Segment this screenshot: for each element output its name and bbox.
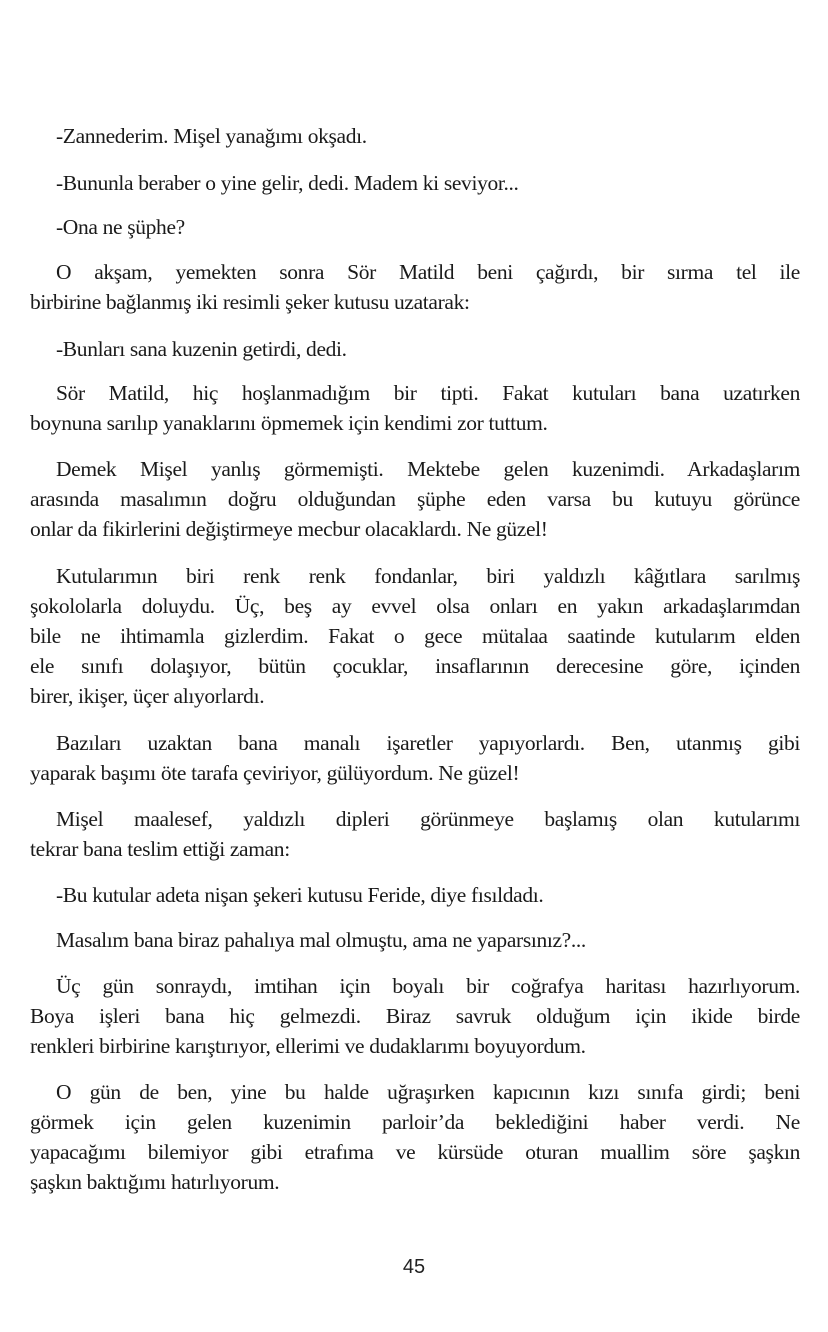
text-line: Kutularımın biri renk renk fondanlar, biri yaldızlı kâğıtlara sarılmış [56,564,800,588]
text-line: -Zannederim. Mişel yanağımı okşadı. [56,124,367,148]
text-line: birer, ikişer, üçer alıyorlardı. [30,684,265,708]
text-line: boynuna sarılıp yanaklarını öpmemek için kendimi zor tuttum. [30,411,548,435]
text-line: görmek için gelen kuzenimin parloir’da beklediğini haber verdi. Ne [30,1110,800,1134]
text-line: şokololarla doluydu. Üç, beş ay evvel olsa onları en yakın arkadaşlarımdan [30,594,800,618]
text-line: Sör Matild, hiç hoşlanmadığım bir tipti. Fakat kutuları bana uzatırken [56,381,800,405]
text-line: Boya işleri bana hiç gelmezdi. Biraz savruk olduğum için ikide birde [30,1004,800,1028]
text-line: yapacağımı bilemiyor gibi etrafıma ve kürsüde oturan muallim söre şaşkın [30,1140,800,1164]
text-line: Demek Mişel yanlış görmemişti. Mektebe gelen kuzenimdi. Arkadaşlarım [56,457,800,481]
text-line: ele sınıfı dolaşıyor, bütün çocuklar, insaflarının derecesine göre, içinden [30,654,800,678]
text-line: -Ona ne şüphe? [56,215,185,239]
text-line: Üç gün sonraydı, imtihan için boyalı bir coğrafya haritası hazırlıyorum. [56,974,800,998]
text-line: Bazıları uzaktan bana manalı işaretler yapıyorlardı. Ben, utanmış gibi [56,731,800,755]
text-line: Mişel maalesef, yaldızlı dipleri görünmeye başlamış olan kutularımı [56,807,800,831]
text-line: -Bu kutular adeta nişan şekeri kutusu Feride, diye fısıldadı. [56,883,544,907]
text-line: O akşam, yemekten sonra Sör Matild beni çağırdı, bir sırma tel ile [56,260,800,284]
page-number: 45 [402,1256,426,1278]
text-line: onlar da fikirlerini değiştirmeye mecbur olacaklardı. Ne güzel! [30,517,548,541]
text-line: tekrar bana teslim ettiği zaman: [30,837,290,861]
text-line: şaşkın baktığımı hatırlıyorum. [30,1170,280,1194]
text-line: arasında masalımın doğru olduğundan şüphe eden varsa bu kutuyu görünce [30,487,800,511]
text-line: O gün de ben, yine bu halde uğraşırken kapıcının kızı sınıfa girdi; beni [56,1080,800,1104]
text-line: Masalım bana biraz pahalıya mal olmuştu, ama ne yaparsınız?... [56,928,586,952]
text-line: birbirine bağlanmış iki resimli şeker kutusu uzatarak: [30,290,470,314]
text-line: -Bununla beraber o yine gelir, dedi. Madem ki seviyor... [56,171,519,195]
text-line: yaparak başımı öte tarafa çeviriyor, gülüyordum. Ne güzel! [30,761,520,785]
text-line: renkleri birbirine karıştırıyor, ellerimi ve dudaklarımı boyuyordum. [30,1034,586,1058]
text-line: bile ne ihtimamla gizlerdim. Fakat o gece mütalaa saatinde kutularım elden [30,624,800,648]
text-line: -Bunları sana kuzenin getirdi, dedi. [56,337,347,361]
